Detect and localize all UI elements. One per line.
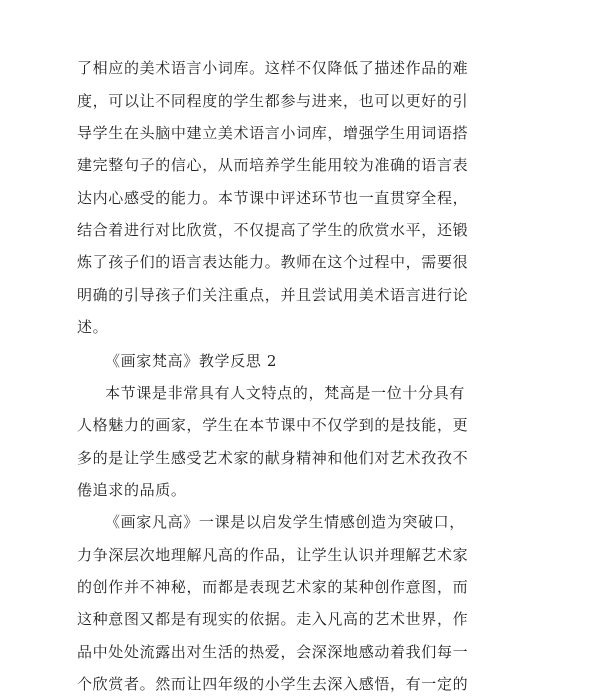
- paragraph-first-line: 本节课是非常具有人文特点的，梵高是一位十分具有: [105, 384, 465, 402]
- text-line: 导学生在头脑中建立美术语言小词库，增强学生用词语搭: [77, 124, 469, 142]
- text-line: 炼了孩子们的语言表达能力。教师在这个过程中，需要很: [77, 253, 469, 271]
- text-line: 多的是让学生感受艺术家的献身精神和他们对艺术孜孜不: [77, 449, 469, 467]
- text-line: 明确的引导孩子们关注重点，并且尝试用美术语言进行论: [77, 286, 469, 304]
- section-heading: 《画家梵高》教学反思 2: [105, 352, 278, 370]
- text-line: 力争深层次地理解凡高的作品，让学生认识并理解艺术家: [77, 546, 469, 564]
- text-line: 个欣赏者。然而让四年级的小学生去深入感悟，有一定的: [77, 675, 469, 693]
- text-line: 品中处处流露出对生活的热爱，会深深地感动着我们每一: [77, 643, 469, 661]
- text-line: 倦追求的品质。: [77, 481, 187, 499]
- text-line: 述。: [77, 318, 109, 336]
- text-line: 人格魅力的画家，学生在本节课中不仅学到的是技能，更: [77, 416, 469, 434]
- text-line: 达内心感受的能力。本节课中评述环节也一直贯穿全程，: [77, 189, 469, 207]
- text-line: 了相应的美术语言小词库。这样不仅降低了描述作品的难: [77, 59, 469, 77]
- text-line: 度，可以让不同程度的学生都参与进来，也可以更好的引: [77, 92, 469, 110]
- paragraph-first-line: 《画家凡高》一课是以启发学生情感创造为突破口，: [105, 513, 465, 531]
- text-line: 的创作并不神秘，而都是表现艺术家的某种创作意图，而: [77, 578, 469, 596]
- text-line: 建完整句子的信心，从而培养学生能用较为准确的语言表: [77, 156, 469, 174]
- text-line: 这种意图又都是有现实的依据。走入凡高的艺术世界，作: [77, 610, 469, 628]
- text-line: 结合着进行对比欣赏，不仅提高了学生的欣赏水平，还锻: [77, 221, 469, 239]
